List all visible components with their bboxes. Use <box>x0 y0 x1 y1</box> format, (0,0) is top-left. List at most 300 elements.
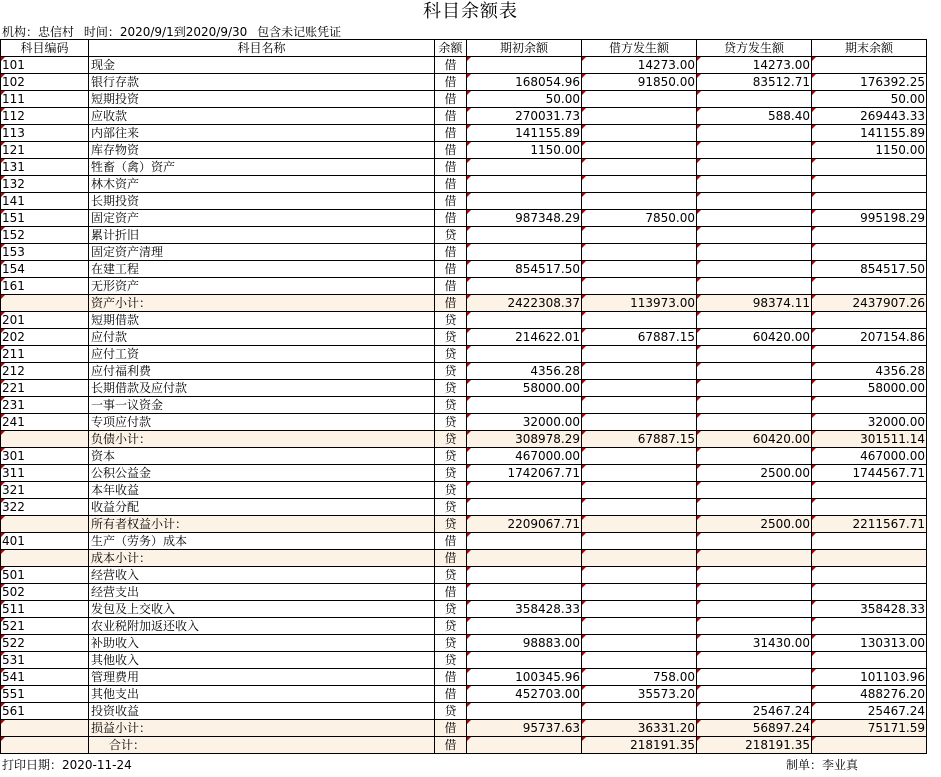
cell-direction: 借 <box>435 159 467 176</box>
cell-opening: 467000.00 <box>467 448 582 465</box>
cell-closing: 50.00 <box>812 91 927 108</box>
cell-debit <box>582 159 697 176</box>
cell-opening <box>467 227 582 244</box>
cell-direction: 借 <box>435 193 467 210</box>
cell-credit <box>697 584 812 601</box>
cell-code: 311 <box>1 465 89 482</box>
cell-credit <box>697 397 812 414</box>
cell-direction: 借 <box>435 142 467 159</box>
cell-direction: 借 <box>435 278 467 295</box>
cell-opening <box>467 652 582 669</box>
cell-direction: 贷 <box>435 312 467 329</box>
col-header-direction: 余额 <box>435 40 467 57</box>
cell-closing: 176392.25 <box>812 74 927 91</box>
cell-credit <box>697 652 812 669</box>
cell-credit: 56897.24 <box>697 720 812 737</box>
cell-code: 153 <box>1 244 89 261</box>
cell-name: 合计： <box>89 737 435 754</box>
cell-opening <box>467 567 582 584</box>
cell-opening: 358428.33 <box>467 601 582 618</box>
cell-code: 502 <box>1 584 89 601</box>
cell-closing <box>812 482 927 499</box>
cell-debit <box>582 227 697 244</box>
cell-opening <box>467 482 582 499</box>
col-header-name: 科目名称 <box>89 40 435 57</box>
cell-credit <box>697 601 812 618</box>
cell-debit: 758.00 <box>582 669 697 686</box>
cell-closing <box>812 346 927 363</box>
cell-debit <box>582 108 697 125</box>
cell-opening <box>467 346 582 363</box>
cell-name: 累计折旧 <box>89 227 435 244</box>
cell-name: 固定资产清理 <box>89 244 435 261</box>
cell-direction: 借 <box>435 737 467 754</box>
cell-direction: 贷 <box>435 482 467 499</box>
cell-debit <box>582 91 697 108</box>
cell-code: 241 <box>1 414 89 431</box>
cell-direction: 借 <box>435 108 467 125</box>
table-row <box>1 618 927 635</box>
subtotal-row <box>1 550 927 567</box>
report-meta <box>2 24 347 40</box>
table-row <box>1 74 927 91</box>
period-label: 时间：2020/9/1到2020/9/30 <box>83 25 248 39</box>
cell-closing: 4356.28 <box>812 363 927 380</box>
cell-name: 应付款 <box>89 329 435 346</box>
cell-credit: 218191.35 <box>697 737 812 754</box>
cell-closing: 75171.59 <box>812 720 927 737</box>
cell-code <box>1 720 89 737</box>
cell-credit <box>697 278 812 295</box>
option-label: 包含未记账凭证 <box>257 25 342 39</box>
cell-closing <box>812 618 927 635</box>
cell-closing <box>812 499 927 516</box>
cell-closing <box>812 193 927 210</box>
cell-opening <box>467 244 582 261</box>
cell-name: 牲畜（禽）资产 <box>89 159 435 176</box>
cell-name: 长期投资 <box>89 193 435 210</box>
cell-debit <box>582 125 697 142</box>
cell-name: 成本小计： <box>89 550 435 567</box>
cell-code: 501 <box>1 567 89 584</box>
cell-debit: 67887.15 <box>582 431 697 448</box>
cell-name: 公积公益金 <box>89 465 435 482</box>
cell-name: 补助收入 <box>89 635 435 652</box>
table-row <box>1 448 927 465</box>
table-row <box>1 567 927 584</box>
cell-debit <box>582 499 697 516</box>
cell-code <box>1 295 89 312</box>
cell-closing <box>812 652 927 669</box>
table-row <box>1 261 927 278</box>
table-row <box>1 244 927 261</box>
cell-name: 长期借款及应付款 <box>89 380 435 397</box>
cell-closing: 2211567.71 <box>812 516 927 533</box>
cell-code: 121 <box>1 142 89 159</box>
cell-opening: 58000.00 <box>467 380 582 397</box>
cell-debit <box>582 652 697 669</box>
cell-credit: 83512.71 <box>697 74 812 91</box>
cell-closing <box>812 278 927 295</box>
cell-code: 161 <box>1 278 89 295</box>
cell-debit <box>582 567 697 584</box>
cell-code: 152 <box>1 227 89 244</box>
cell-closing: 2437907.26 <box>812 295 927 312</box>
cell-code: 102 <box>1 74 89 91</box>
table-row <box>1 601 927 618</box>
cell-name: 其他收入 <box>89 652 435 669</box>
print-date: 打印日期：2020-11-24 <box>2 758 132 772</box>
cell-name: 经营支出 <box>89 584 435 601</box>
cell-code: 561 <box>1 703 89 720</box>
cell-opening: 4356.28 <box>467 363 582 380</box>
cell-closing <box>812 550 927 567</box>
cell-debit <box>582 261 697 278</box>
cell-direction: 贷 <box>435 363 467 380</box>
balance-table <box>0 39 927 754</box>
cell-code: 212 <box>1 363 89 380</box>
cell-code: 401 <box>1 533 89 550</box>
cell-debit: 14273.00 <box>582 57 697 74</box>
cell-name: 固定资产 <box>89 210 435 227</box>
cell-name: 短期投资 <box>89 91 435 108</box>
cell-name: 收益分配 <box>89 499 435 516</box>
cell-closing: 488276.20 <box>812 686 927 703</box>
cell-name: 专项应付款 <box>89 414 435 431</box>
cell-credit <box>697 125 812 142</box>
table-row <box>1 686 927 703</box>
cell-opening: 308978.29 <box>467 431 582 448</box>
cell-code: 231 <box>1 397 89 414</box>
cell-debit <box>582 193 697 210</box>
cell-closing <box>812 57 927 74</box>
table-row <box>1 278 927 295</box>
cell-opening <box>467 193 582 210</box>
subtotal-row <box>1 720 927 737</box>
cell-closing <box>812 567 927 584</box>
cell-opening <box>467 159 582 176</box>
cell-name: 生产（劳务）成本 <box>89 533 435 550</box>
cell-direction: 借 <box>435 584 467 601</box>
cell-closing <box>812 533 927 550</box>
cell-opening <box>467 533 582 550</box>
cell-debit <box>582 346 697 363</box>
cell-credit <box>697 159 812 176</box>
table-row <box>1 312 927 329</box>
cell-closing: 854517.50 <box>812 261 927 278</box>
cell-direction: 借 <box>435 720 467 737</box>
cell-direction: 贷 <box>435 618 467 635</box>
table-row <box>1 414 927 431</box>
cell-debit <box>582 584 697 601</box>
table-row <box>1 91 927 108</box>
cell-opening: 2209067.71 <box>467 516 582 533</box>
cell-credit <box>697 380 812 397</box>
cell-direction: 贷 <box>435 448 467 465</box>
cell-closing: 101103.96 <box>812 669 927 686</box>
cell-closing <box>812 584 927 601</box>
cell-direction: 贷 <box>435 227 467 244</box>
cell-debit <box>582 244 697 261</box>
table-row <box>1 346 927 363</box>
table-row <box>1 465 927 482</box>
table-row <box>1 57 927 74</box>
cell-debit <box>582 448 697 465</box>
cell-opening <box>467 176 582 193</box>
table-row <box>1 108 927 125</box>
cell-direction: 贷 <box>435 346 467 363</box>
cell-closing: 32000.00 <box>812 414 927 431</box>
cell-name: 应付福利费 <box>89 363 435 380</box>
cell-opening: 95737.63 <box>467 720 582 737</box>
maker-label: 制单：李业真 <box>786 758 859 772</box>
table-row <box>1 482 927 499</box>
cell-opening: 141155.89 <box>467 125 582 142</box>
cell-name: 经营收入 <box>89 567 435 584</box>
cell-closing: 130313.00 <box>812 635 927 652</box>
table-row <box>1 363 927 380</box>
cell-opening <box>467 312 582 329</box>
cell-direction: 借 <box>435 533 467 550</box>
cell-opening: 452703.00 <box>467 686 582 703</box>
cell-code: 551 <box>1 686 89 703</box>
cell-code: 151 <box>1 210 89 227</box>
cell-debit <box>582 312 697 329</box>
cell-closing <box>812 737 927 754</box>
cell-direction: 贷 <box>435 601 467 618</box>
cell-credit <box>697 176 812 193</box>
col-header-debit: 借方发生额 <box>582 40 697 57</box>
cell-name: 林木资产 <box>89 176 435 193</box>
cell-credit: 25467.24 <box>697 703 812 720</box>
cell-debit: 113973.00 <box>582 295 697 312</box>
table-row <box>1 584 927 601</box>
cell-direction: 贷 <box>435 652 467 669</box>
table-row <box>1 380 927 397</box>
cell-code <box>1 516 89 533</box>
table-row <box>1 142 927 159</box>
cell-opening: 1742067.71 <box>467 465 582 482</box>
cell-debit <box>582 397 697 414</box>
cell-debit <box>582 550 697 567</box>
cell-debit <box>582 278 697 295</box>
cell-opening: 98883.00 <box>467 635 582 652</box>
cell-credit <box>697 91 812 108</box>
cell-debit: 7850.00 <box>582 210 697 227</box>
cell-opening: 270031.73 <box>467 108 582 125</box>
cell-credit <box>697 142 812 159</box>
cell-debit <box>582 465 697 482</box>
cell-debit: 218191.35 <box>582 737 697 754</box>
cell-opening: 50.00 <box>467 91 582 108</box>
cell-debit: 91850.00 <box>582 74 697 91</box>
org-label: 机构：忠信村 <box>2 25 75 39</box>
cell-code: 541 <box>1 669 89 686</box>
cell-name: 所有者权益小计： <box>89 516 435 533</box>
cell-name: 投资收益 <box>89 703 435 720</box>
cell-closing <box>812 244 927 261</box>
cell-credit <box>697 533 812 550</box>
cell-closing: 358428.33 <box>812 601 927 618</box>
cell-code: 141 <box>1 193 89 210</box>
cell-opening: 32000.00 <box>467 414 582 431</box>
cell-opening: 214622.01 <box>467 329 582 346</box>
table-header-row <box>1 40 927 57</box>
cell-credit: 60420.00 <box>697 431 812 448</box>
cell-name: 本年收益 <box>89 482 435 499</box>
table-row <box>1 159 927 176</box>
table-row <box>1 176 927 193</box>
cell-direction: 贷 <box>435 414 467 431</box>
cell-direction: 贷 <box>435 516 467 533</box>
cell-credit: 60420.00 <box>697 329 812 346</box>
cell-credit <box>697 227 812 244</box>
cell-opening <box>467 737 582 754</box>
cell-direction: 借 <box>435 210 467 227</box>
cell-closing: 1150.00 <box>812 142 927 159</box>
cell-name: 现金 <box>89 57 435 74</box>
cell-code: 113 <box>1 125 89 142</box>
cell-closing: 141155.89 <box>812 125 927 142</box>
cell-direction: 贷 <box>435 329 467 346</box>
cell-debit <box>582 533 697 550</box>
cell-opening: 100345.96 <box>467 669 582 686</box>
cell-credit <box>697 618 812 635</box>
cell-credit <box>697 499 812 516</box>
cell-direction: 借 <box>435 669 467 686</box>
cell-credit <box>697 346 812 363</box>
table-row <box>1 635 927 652</box>
cell-debit <box>582 380 697 397</box>
cell-debit <box>582 618 697 635</box>
subtotal-row <box>1 737 927 754</box>
cell-opening <box>467 57 582 74</box>
cell-direction: 贷 <box>435 635 467 652</box>
cell-name: 损益小计： <box>89 720 435 737</box>
cell-debit <box>582 703 697 720</box>
cell-direction: 贷 <box>435 431 467 448</box>
cell-direction: 贷 <box>435 567 467 584</box>
cell-credit <box>697 312 812 329</box>
cell-name: 应付工资 <box>89 346 435 363</box>
cell-name: 资本 <box>89 448 435 465</box>
cell-code: 221 <box>1 380 89 397</box>
cell-code: 301 <box>1 448 89 465</box>
cell-name: 发包及上交收入 <box>89 601 435 618</box>
cell-credit <box>697 414 812 431</box>
col-header-credit: 贷方发生额 <box>697 40 812 57</box>
subtotal-row <box>1 431 927 448</box>
cell-name: 一事一议资金 <box>89 397 435 414</box>
cell-direction: 借 <box>435 550 467 567</box>
cell-name: 在建工程 <box>89 261 435 278</box>
cell-code: 131 <box>1 159 89 176</box>
cell-direction: 借 <box>435 125 467 142</box>
cell-opening <box>467 499 582 516</box>
cell-code: 522 <box>1 635 89 652</box>
cell-code: 202 <box>1 329 89 346</box>
table-row <box>1 329 927 346</box>
report-title: 科目余额表 <box>423 1 518 22</box>
cell-closing <box>812 176 927 193</box>
cell-credit <box>697 567 812 584</box>
cell-credit <box>697 686 812 703</box>
cell-opening <box>467 397 582 414</box>
cell-opening: 168054.96 <box>467 74 582 91</box>
cell-name: 资产小计： <box>89 295 435 312</box>
cell-opening <box>467 584 582 601</box>
cell-credit <box>697 669 812 686</box>
table-row <box>1 669 927 686</box>
cell-direction: 贷 <box>435 465 467 482</box>
cell-direction: 贷 <box>435 397 467 414</box>
cell-name: 其他支出 <box>89 686 435 703</box>
cell-code: 521 <box>1 618 89 635</box>
cell-closing: 25467.24 <box>812 703 927 720</box>
cell-debit <box>582 635 697 652</box>
table-row <box>1 125 927 142</box>
cell-debit <box>582 482 697 499</box>
cell-debit <box>582 363 697 380</box>
col-header-closing: 期末余额 <box>812 40 927 57</box>
cell-code: 154 <box>1 261 89 278</box>
cell-credit <box>697 363 812 380</box>
cell-name: 无形资产 <box>89 278 435 295</box>
table-row <box>1 210 927 227</box>
cell-code <box>1 737 89 754</box>
cell-code: 321 <box>1 482 89 499</box>
cell-name: 农业税附加返还收入 <box>89 618 435 635</box>
table-row <box>1 499 927 516</box>
cell-debit <box>582 414 697 431</box>
subtotal-row <box>1 295 927 312</box>
cell-closing <box>812 159 927 176</box>
cell-code <box>1 550 89 567</box>
cell-credit <box>697 482 812 499</box>
cell-credit: 2500.00 <box>697 465 812 482</box>
cell-name: 短期借款 <box>89 312 435 329</box>
cell-direction: 借 <box>435 57 467 74</box>
cell-debit: 36331.20 <box>582 720 697 737</box>
cell-direction: 借 <box>435 74 467 91</box>
cell-closing <box>812 312 927 329</box>
cell-credit: 2500.00 <box>697 516 812 533</box>
cell-debit <box>582 516 697 533</box>
cell-closing: 58000.00 <box>812 380 927 397</box>
table-row <box>1 533 927 550</box>
cell-direction: 贷 <box>435 499 467 516</box>
cell-debit <box>582 601 697 618</box>
cell-credit: 588.40 <box>697 108 812 125</box>
table-row <box>1 652 927 669</box>
cell-closing: 467000.00 <box>812 448 927 465</box>
cell-credit <box>697 210 812 227</box>
table-row <box>1 703 927 720</box>
cell-direction: 借 <box>435 686 467 703</box>
cell-opening <box>467 618 582 635</box>
cell-closing: 995198.29 <box>812 210 927 227</box>
cell-debit <box>582 176 697 193</box>
cell-credit: 98374.11 <box>697 295 812 312</box>
cell-code: 201 <box>1 312 89 329</box>
cell-closing: 301511.14 <box>812 431 927 448</box>
cell-code: 111 <box>1 91 89 108</box>
subtotal-row <box>1 516 927 533</box>
cell-code: 211 <box>1 346 89 363</box>
cell-opening: 854517.50 <box>467 261 582 278</box>
cell-credit <box>697 193 812 210</box>
cell-direction: 借 <box>435 295 467 312</box>
